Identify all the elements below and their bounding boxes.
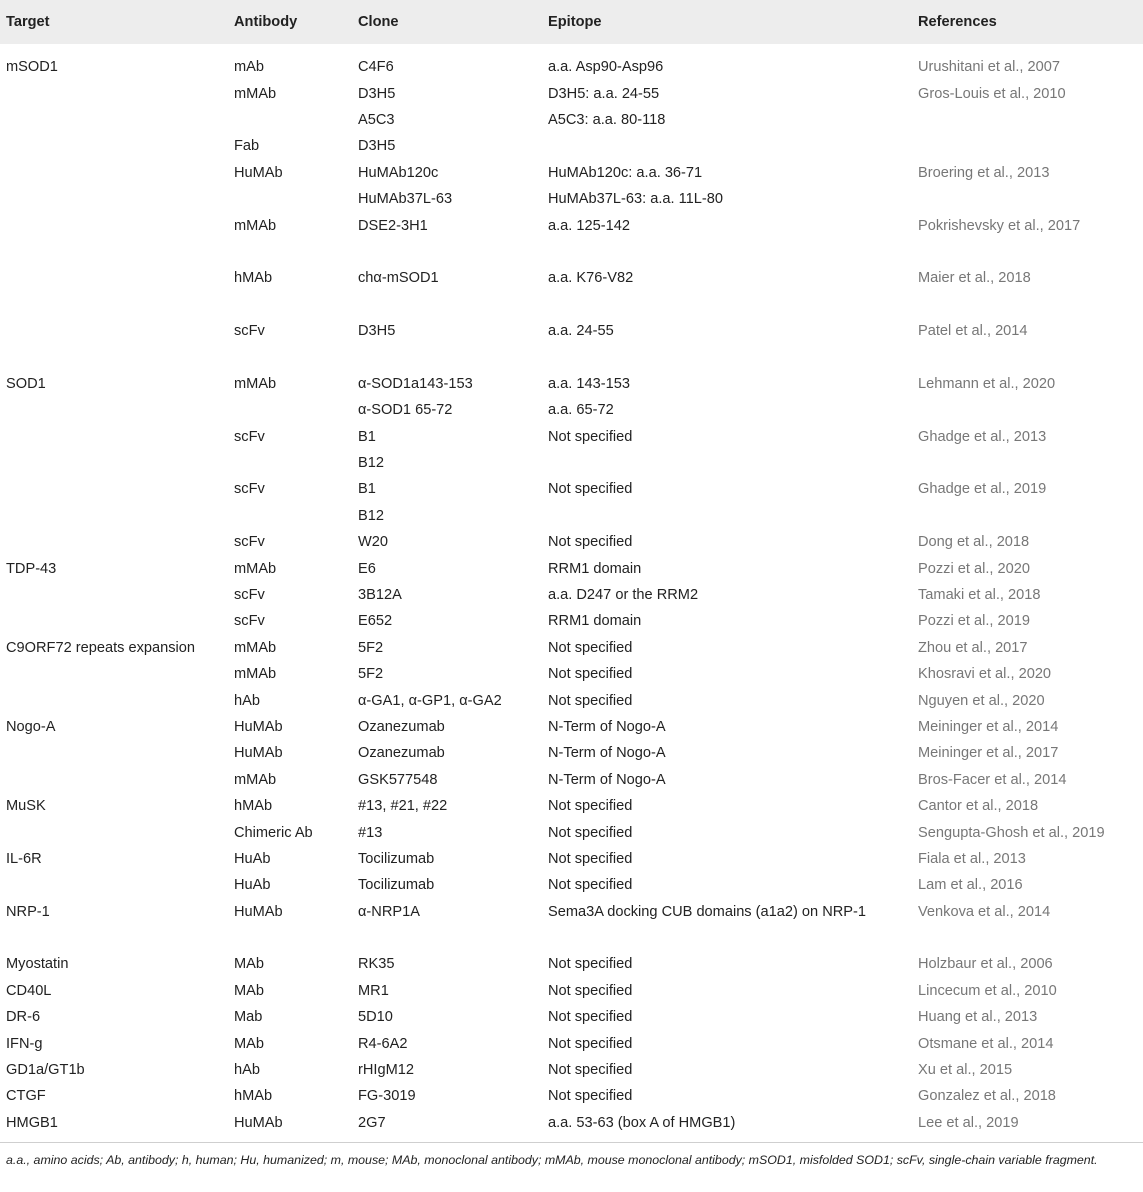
table-row bbox=[0, 819, 1143, 845]
cell-clone: 3B12A bbox=[358, 587, 402, 603]
cell-target bbox=[0, 265, 228, 291]
cell-antibody: mMAb bbox=[234, 217, 277, 234]
table-row bbox=[0, 318, 1143, 344]
cell-clone: 5D10 bbox=[358, 1009, 393, 1026]
cell-antibody: HuAb bbox=[234, 850, 271, 867]
table-row bbox=[0, 450, 1143, 476]
cell-antibody: HuMAb bbox=[234, 903, 283, 920]
cell-epitope: Not specified bbox=[548, 1088, 633, 1105]
cell-reference: Otsmane et al., 2014 bbox=[918, 1035, 1054, 1052]
cell-antibody: mMAb bbox=[234, 375, 277, 392]
cell-reference bbox=[912, 186, 1143, 212]
cell-target bbox=[0, 212, 228, 238]
cell-target bbox=[0, 476, 228, 502]
cell-epitope: Sema3A docking CUB domains (a1a2) on NRP-1 bbox=[548, 903, 866, 920]
cell-reference: Zhou et al., 2017 bbox=[918, 639, 1028, 656]
cell-epitope: a.a. K76-V82 bbox=[548, 270, 634, 287]
cell-epitope bbox=[542, 503, 912, 529]
cell-target bbox=[0, 740, 228, 766]
cell-reference: Meininger et al., 2014 bbox=[918, 718, 1059, 735]
cell-reference: Lincecum et al., 2010 bbox=[918, 982, 1057, 999]
table-row bbox=[0, 635, 1143, 661]
cell-antibody: MAb bbox=[234, 1035, 265, 1052]
cell-target bbox=[0, 133, 228, 159]
cell-reference bbox=[912, 133, 1143, 159]
cell-antibody bbox=[228, 397, 352, 423]
spacer-row bbox=[0, 292, 1143, 318]
table-header bbox=[0, 0, 1143, 44]
spacer-cell bbox=[0, 344, 1143, 370]
table-row bbox=[0, 1057, 1143, 1083]
cell-epitope: HuMAb120c: a.a. 36-71 bbox=[548, 164, 703, 181]
cell-epitope bbox=[542, 133, 912, 159]
cell-epitope: Not specified bbox=[548, 692, 633, 709]
table-row bbox=[0, 951, 1143, 977]
cell-reference bbox=[912, 503, 1143, 529]
cell-clone: RK35 bbox=[358, 956, 395, 973]
table-row bbox=[0, 1004, 1143, 1030]
cell-target bbox=[0, 450, 228, 476]
cell-target bbox=[0, 687, 228, 713]
cell-reference: Bros-Facer et al., 2014 bbox=[918, 771, 1067, 788]
cell-reference: Meininger et al., 2017 bbox=[918, 745, 1059, 762]
cell-epitope: RRM1 domain bbox=[548, 560, 642, 577]
cell-clone: #13 bbox=[358, 824, 383, 841]
cell-reference: Fiala et al., 2013 bbox=[918, 850, 1026, 867]
cell-clone: B12 bbox=[358, 507, 384, 524]
table-row bbox=[0, 1110, 1143, 1136]
spacer-cell bbox=[0, 239, 1143, 265]
cell-reference: Maier et al., 2018 bbox=[918, 270, 1031, 287]
cell-antibody bbox=[228, 107, 352, 133]
table-row bbox=[0, 476, 1143, 502]
cell-antibody: MAb bbox=[234, 956, 265, 973]
cell-epitope: a.a. 24-55 bbox=[548, 323, 614, 340]
cell-target bbox=[0, 819, 228, 845]
cell-epitope: Not specified bbox=[548, 1009, 633, 1026]
cell-epitope: a.a. 125-142 bbox=[548, 217, 630, 234]
cell-reference: Holzbaur et al., 2006 bbox=[918, 956, 1053, 973]
cell-target: Nogo-A bbox=[6, 718, 56, 735]
table-row bbox=[0, 80, 1143, 106]
cell-epitope: RRM1 domain bbox=[548, 613, 642, 630]
cell-antibody: scFv bbox=[234, 613, 265, 630]
cell-clone: D3H5 bbox=[358, 323, 396, 340]
table-row bbox=[0, 265, 1143, 291]
cell-target bbox=[0, 423, 228, 449]
cell-antibody: Fab bbox=[234, 138, 260, 155]
cell-reference: Lee et al., 2019 bbox=[918, 1114, 1019, 1131]
table-row bbox=[0, 687, 1143, 713]
cell-epitope: Not specified bbox=[548, 798, 633, 815]
cell-clone: 2G7 bbox=[358, 1114, 386, 1131]
cell-reference: Khosravi et al., 2020 bbox=[918, 666, 1052, 683]
header-clone: Clone bbox=[358, 14, 399, 30]
table-row bbox=[0, 714, 1143, 740]
cell-antibody: hMAb bbox=[234, 1088, 273, 1105]
cell-antibody: mAb bbox=[234, 59, 265, 76]
table-row bbox=[0, 397, 1143, 423]
cell-reference: Dong et al., 2018 bbox=[918, 534, 1030, 551]
cell-epitope: Not specified bbox=[548, 639, 633, 656]
cell-clone: R4-6A2 bbox=[358, 1035, 408, 1052]
table-row bbox=[0, 160, 1143, 186]
cell-reference: Sengupta-Ghosh et al., 2019 bbox=[918, 824, 1105, 841]
cell-clone: DSE2-3H1 bbox=[358, 217, 428, 234]
cell-clone: chα-mSOD1 bbox=[358, 270, 439, 287]
cell-clone: Tocilizumab bbox=[358, 877, 435, 894]
cell-reference: Ghadge et al., 2019 bbox=[918, 481, 1047, 498]
cell-reference: Nguyen et al., 2020 bbox=[918, 692, 1045, 709]
cell-target: CD40L bbox=[6, 982, 52, 999]
cell-clone: 5F2 bbox=[358, 639, 384, 656]
cell-target: NRP-1 bbox=[6, 903, 50, 920]
cell-target bbox=[0, 503, 228, 529]
cell-reference: Pokrishevsky et al., 2017 bbox=[918, 217, 1081, 234]
table-row bbox=[0, 793, 1143, 819]
cell-target bbox=[0, 661, 228, 687]
spacer-row bbox=[0, 925, 1143, 951]
cell-clone: HuMAb37L-63 bbox=[358, 191, 453, 208]
spacer-row bbox=[0, 239, 1143, 265]
cell-epitope: a.a. 53-63 (box A of HMGB1) bbox=[548, 1114, 736, 1131]
table-row bbox=[0, 582, 1143, 608]
table-row bbox=[0, 529, 1143, 555]
cell-epitope: Not specified bbox=[548, 1035, 633, 1052]
cell-clone: W20 bbox=[358, 534, 389, 551]
cell-reference bbox=[912, 397, 1143, 423]
cell-antibody: HuMAb bbox=[234, 1114, 283, 1131]
cell-clone: B12 bbox=[358, 455, 384, 472]
header-references: References bbox=[918, 14, 997, 30]
cell-antibody: scFv bbox=[234, 534, 265, 551]
cell-antibody bbox=[228, 186, 352, 212]
cell-antibody: mMAb bbox=[234, 560, 277, 577]
cell-target: SOD1 bbox=[6, 375, 46, 392]
cell-epitope: a.a. D247 or the RRM2 bbox=[548, 587, 699, 603]
cell-reference: Ghadge et al., 2013 bbox=[918, 428, 1047, 445]
cell-antibody: scFv bbox=[234, 587, 265, 603]
cell-epitope: Not specified bbox=[548, 1062, 633, 1079]
cell-clone: A5C3 bbox=[358, 111, 395, 128]
header-epitope: Epitope bbox=[548, 14, 602, 30]
cell-clone: E652 bbox=[358, 613, 393, 630]
cell-target bbox=[0, 767, 228, 793]
cell-reference: Pozzi et al., 2020 bbox=[918, 560, 1030, 577]
cell-clone: HuMAb120c bbox=[358, 164, 439, 181]
table-row bbox=[0, 186, 1143, 212]
cell-reference: Lam et al., 2016 bbox=[918, 877, 1023, 894]
cell-target bbox=[0, 107, 228, 133]
cell-clone: 5F2 bbox=[358, 666, 384, 683]
cell-epitope: N-Term of Nogo-A bbox=[548, 745, 666, 762]
cell-epitope: A5C3: a.a. 80-118 bbox=[548, 111, 666, 128]
cell-target bbox=[0, 582, 228, 608]
cell-clone: α-NRP1A bbox=[358, 903, 420, 920]
cell-antibody: scFv bbox=[234, 481, 265, 498]
cell-epitope: Not specified bbox=[548, 956, 633, 973]
cell-antibody: scFv bbox=[234, 428, 265, 445]
table-footnote: a.a., amino acids; Ab, antibody; h, human; Hu, humanized; m, mouse; MAb, monoclonal antibody; mMAb, mouse monoclonal antibody; mSOD1, misfolded SOD1; scFv, single-chain variable fragment. bbox=[6, 1153, 1098, 1167]
cell-antibody bbox=[228, 503, 352, 529]
cell-antibody: HuMAb bbox=[234, 745, 283, 762]
table-row bbox=[0, 661, 1143, 687]
cell-epitope: Not specified bbox=[548, 982, 633, 999]
cell-clone: Ozanezumab bbox=[358, 718, 445, 735]
cell-epitope: Not specified bbox=[548, 877, 633, 894]
cell-clone: MR1 bbox=[358, 982, 389, 999]
cell-reference: Cantor et al., 2018 bbox=[918, 798, 1039, 815]
cell-target bbox=[0, 186, 228, 212]
cell-antibody: mMAb bbox=[234, 85, 277, 102]
cell-target: TDP-43 bbox=[6, 560, 57, 577]
table-row bbox=[0, 1030, 1143, 1056]
cell-antibody bbox=[228, 450, 352, 476]
table-row bbox=[0, 555, 1143, 581]
cell-antibody: HuMAb bbox=[234, 718, 283, 735]
cell-clone: B1 bbox=[358, 428, 376, 445]
header-target: Target bbox=[6, 14, 50, 30]
cell-epitope: a.a. 143-153 bbox=[548, 375, 630, 392]
cell-antibody: hMAb bbox=[234, 798, 273, 815]
cell-clone: Tocilizumab bbox=[358, 850, 435, 867]
cell-target bbox=[0, 80, 228, 106]
cell-epitope: Not specified bbox=[548, 824, 633, 841]
cell-antibody: hAb bbox=[234, 692, 260, 709]
cell-target bbox=[0, 608, 228, 634]
cell-target: C9ORF72 repeats expansion bbox=[6, 639, 196, 656]
cell-antibody: mMAb bbox=[234, 639, 277, 656]
cell-antibody: mMAb bbox=[234, 771, 277, 788]
cell-epitope: Not specified bbox=[548, 850, 633, 867]
cell-epitope: D3H5: a.a. 24-55 bbox=[548, 85, 660, 102]
cell-reference: Broering et al., 2013 bbox=[918, 164, 1050, 181]
table-row bbox=[0, 44, 1143, 80]
cell-epitope: a.a. 65-72 bbox=[548, 402, 614, 419]
table-bottom-rule bbox=[0, 1142, 1143, 1143]
table-row bbox=[0, 899, 1143, 925]
cell-clone: FG-3019 bbox=[358, 1088, 416, 1105]
cell-epitope: Not specified bbox=[548, 481, 633, 498]
cell-target bbox=[0, 529, 228, 555]
spacer-row bbox=[0, 344, 1143, 370]
cell-clone: Ozanezumab bbox=[358, 745, 445, 762]
cell-target: IL-6R bbox=[6, 850, 42, 867]
cell-target: GD1a/GT1b bbox=[6, 1062, 85, 1079]
cell-reference: Xu et al., 2015 bbox=[918, 1062, 1013, 1079]
cell-clone: α-GA1, α-GP1, α-GA2 bbox=[358, 692, 502, 709]
cell-clone: C4F6 bbox=[358, 59, 394, 76]
cell-target bbox=[0, 318, 228, 344]
table-row bbox=[0, 767, 1143, 793]
cell-antibody: MAb bbox=[234, 982, 265, 999]
cell-clone: #13, #21, #22 bbox=[358, 798, 448, 815]
cell-epitope: HuMAb37L-63: a.a. 11L-80 bbox=[548, 191, 723, 208]
cell-target: DR-6 bbox=[6, 1009, 41, 1026]
table-row bbox=[0, 872, 1143, 898]
cell-reference bbox=[912, 107, 1143, 133]
cell-clone: GSK577548 bbox=[358, 771, 438, 788]
cell-epitope: Not specified bbox=[548, 666, 633, 683]
table-row bbox=[0, 846, 1143, 872]
spacer-cell bbox=[0, 292, 1143, 318]
cell-antibody: hAb bbox=[234, 1062, 260, 1079]
cell-clone: B1 bbox=[358, 481, 376, 498]
cell-clone: α-SOD1 65-72 bbox=[358, 402, 453, 419]
cell-reference: Huang et al., 2013 bbox=[918, 1009, 1038, 1026]
table-row bbox=[0, 371, 1143, 397]
table-row bbox=[0, 1083, 1143, 1109]
cell-target: mSOD1 bbox=[6, 59, 58, 76]
cell-epitope: N-Term of Nogo-A bbox=[548, 718, 666, 735]
table-body bbox=[0, 44, 1143, 1136]
table-row bbox=[0, 107, 1143, 133]
cell-reference: Tamaki et al., 2018 bbox=[918, 587, 1041, 603]
table-row bbox=[0, 978, 1143, 1004]
cell-clone: D3H5 bbox=[358, 85, 396, 102]
cell-reference: Pozzi et al., 2019 bbox=[918, 613, 1030, 630]
cell-clone: rHIgM12 bbox=[358, 1062, 414, 1079]
table-row bbox=[0, 133, 1143, 159]
cell-target: HMGB1 bbox=[6, 1114, 58, 1131]
cell-reference: Lehmann et al., 2020 bbox=[918, 375, 1056, 392]
cell-reference: Urushitani et al., 2007 bbox=[918, 59, 1060, 76]
cell-antibody: HuAb bbox=[234, 877, 271, 894]
cell-antibody: Mab bbox=[234, 1009, 263, 1026]
cell-antibody: HuMAb bbox=[234, 164, 283, 181]
cell-epitope: N-Term of Nogo-A bbox=[548, 771, 666, 788]
cell-epitope bbox=[542, 450, 912, 476]
cell-epitope: a.a. Asp90-Asp96 bbox=[548, 59, 664, 76]
cell-antibody: hMAb bbox=[234, 270, 273, 287]
table-row bbox=[0, 608, 1143, 634]
cell-reference bbox=[912, 450, 1143, 476]
table-row bbox=[0, 740, 1143, 766]
cell-antibody: mMAb bbox=[234, 666, 277, 683]
cell-epitope: Not specified bbox=[548, 428, 633, 445]
cell-antibody: Chimeric Ab bbox=[234, 824, 313, 841]
cell-clone: α-SOD1a143-153 bbox=[358, 375, 473, 392]
cell-clone: D3H5 bbox=[358, 138, 396, 155]
table-row bbox=[0, 423, 1143, 449]
table-row bbox=[0, 212, 1143, 238]
cell-reference: Gros-Louis et al., 2010 bbox=[918, 85, 1066, 102]
header-row bbox=[0, 0, 1143, 44]
table-row bbox=[0, 503, 1143, 529]
cell-reference: Gonzalez et al., 2018 bbox=[918, 1088, 1056, 1105]
cell-target: Myostatin bbox=[6, 956, 69, 973]
cell-target bbox=[0, 872, 228, 898]
cell-reference: Patel et al., 2014 bbox=[918, 323, 1028, 340]
cell-clone: E6 bbox=[358, 560, 376, 577]
cell-target bbox=[0, 397, 228, 423]
spacer-cell bbox=[0, 925, 1143, 951]
cell-target: IFN-g bbox=[6, 1035, 43, 1052]
header-antibody: Antibody bbox=[234, 14, 298, 30]
cell-target: MuSK bbox=[6, 798, 46, 815]
cell-reference: Venkova et al., 2014 bbox=[918, 903, 1051, 920]
cell-antibody: scFv bbox=[234, 323, 265, 340]
cell-target: CTGF bbox=[6, 1088, 46, 1105]
cell-epitope: Not specified bbox=[548, 534, 633, 551]
cell-target bbox=[0, 160, 228, 186]
